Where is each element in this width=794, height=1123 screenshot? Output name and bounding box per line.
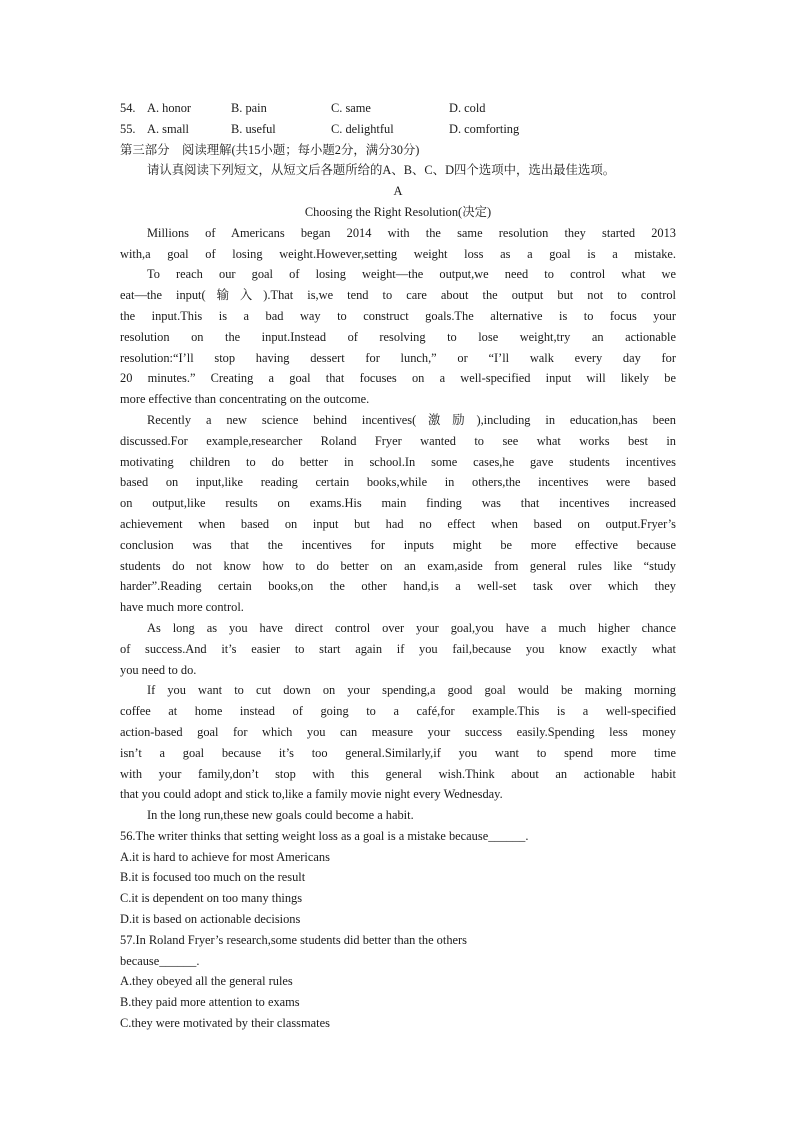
question-54 — [120, 98, 676, 119]
option-a: A.it is hard to achieve for most Americans — [120, 849, 330, 864]
passage-line: resolution on the input.Instead of resolving to lose weight,try an actionable — [120, 329, 676, 344]
passage-letter: A — [393, 184, 403, 199]
passage-line: Recently a new science behind incentives(激励),including in education,has been — [147, 412, 676, 427]
option-b: B. useful — [231, 121, 276, 136]
option-a: A.they obeyed all the general rules — [120, 974, 293, 989]
question-55 — [120, 119, 676, 140]
passage-line: Millions of Americans began 2014 with the same resolution they started 2013 — [147, 225, 676, 240]
question-stem: 57.In Roland Fryer’s research,some students did better than the others — [120, 932, 467, 947]
passage-line: As long as you have direct control over your goal,you have a much higher chance — [147, 620, 676, 635]
question-number: 55. — [120, 121, 136, 136]
question-56 — [120, 826, 676, 930]
option-a: A. honor — [147, 101, 192, 115]
passage-line: If you want to cut down on your spending,a good goal would be making morning — [147, 683, 676, 698]
passage-line: have much more control. — [120, 600, 244, 615]
passage-line: based on input,like reading certain books,while in others,the incentives were based — [120, 475, 676, 490]
passage-line: more effective than concentrating on the outcome. — [120, 392, 370, 407]
passage-line: resolution:“I’ll stop having dessert for lunch,” or “I’ll walk every day for — [120, 350, 676, 365]
passage-line: that you could adopt and stick to,like a family movie night every Wednesday. — [120, 787, 503, 802]
passage-line: students do not know how to do better on an exam,aside from general rules like “study — [120, 558, 676, 573]
option-d: D. comforting — [449, 121, 520, 136]
passage-line: harder”.Reading certain books,on the other hand,is a well-set task over which they — [120, 579, 676, 594]
question-number: 54. — [120, 101, 136, 115]
passage-line: isn’t a goal because it’s too general.Similarly,if you want to spend more time — [120, 745, 676, 760]
passage-line: In the long run,these new goals could become a habit. — [147, 808, 414, 823]
option-b: B. pain — [231, 101, 267, 115]
passage-body — [120, 223, 676, 826]
passage-title: Choosing the Right Resolution(决定) — [304, 204, 492, 219]
option-c: C.they were motivated by their classmates — [120, 1016, 330, 1031]
section-header: 第三部分 阅读理解(共15小题；每小题2分，满分30分) — [120, 142, 420, 157]
option-b: B.it is focused too much on the result — [120, 870, 306, 885]
option-b: B.they paid more attention to exams — [120, 995, 300, 1010]
option-d: D.it is based on actionable decisions — [120, 912, 301, 927]
passage-line: eat—the input(输入).That is,we tend to care about the output but not to control — [120, 288, 676, 303]
passage-line: of success.And it’s easier to start again if you fail,because you know exactly what — [120, 641, 676, 656]
passage-line: action-based goal for which you can measure your success easily.Spending less money — [120, 724, 676, 739]
option-c: C. delightful — [331, 121, 394, 136]
passage-line: 20 minutes.” Creating a goal that focuses on a well-specified input will likely be — [120, 371, 676, 386]
question-stem: 56.The writer thinks that setting weight loss as a goal is a mistake because______. — [120, 828, 529, 843]
option-a: A. small — [147, 121, 189, 136]
passage-line: with your family,don’t stop with this general wish.Think about an actionable habit — [120, 766, 676, 781]
option-d: D. cold — [449, 101, 486, 115]
question-stem-continued: because______. — [120, 953, 200, 968]
passage-line: the input.This is a bad way to construct goals.The alternative is to focus your — [120, 308, 676, 323]
option-c: C. same — [331, 101, 371, 115]
passage-line: with,a goal of losing weight.However,setting weight loss as a goal is a mistake. — [120, 246, 676, 261]
passage-line: achievement when based on input but had no effect when based on output.Fryer’s — [120, 516, 676, 531]
passage-line: coffee at home instead of going to a café,for example.This is a well-specified — [120, 704, 676, 719]
passage-line: conclusion was that the incentives for inputs might be more effective because — [120, 537, 676, 552]
option-c: C.it is dependent on too many things — [120, 891, 303, 906]
passage-line: discussed.For example,researcher Roland Fryer wanted to see what works best in — [120, 433, 676, 448]
passage-line: To reach our goal of losing weight—the output,we need to control what we — [147, 267, 676, 282]
passage-line: on output,like results on exams.His main finding was that incentives increased — [120, 496, 676, 511]
passage-line: you need to do. — [120, 662, 197, 677]
passage-line: motivating children to do better in school.In some cases,he gave students incentives — [120, 454, 676, 469]
question-57 — [120, 930, 676, 1034]
instruction: 请认真阅读下列短文，从短文后各题所给的A、B、C、D四个选项中，选出最佳选项。 — [147, 163, 616, 178]
document-page — [120, 98, 676, 1034]
